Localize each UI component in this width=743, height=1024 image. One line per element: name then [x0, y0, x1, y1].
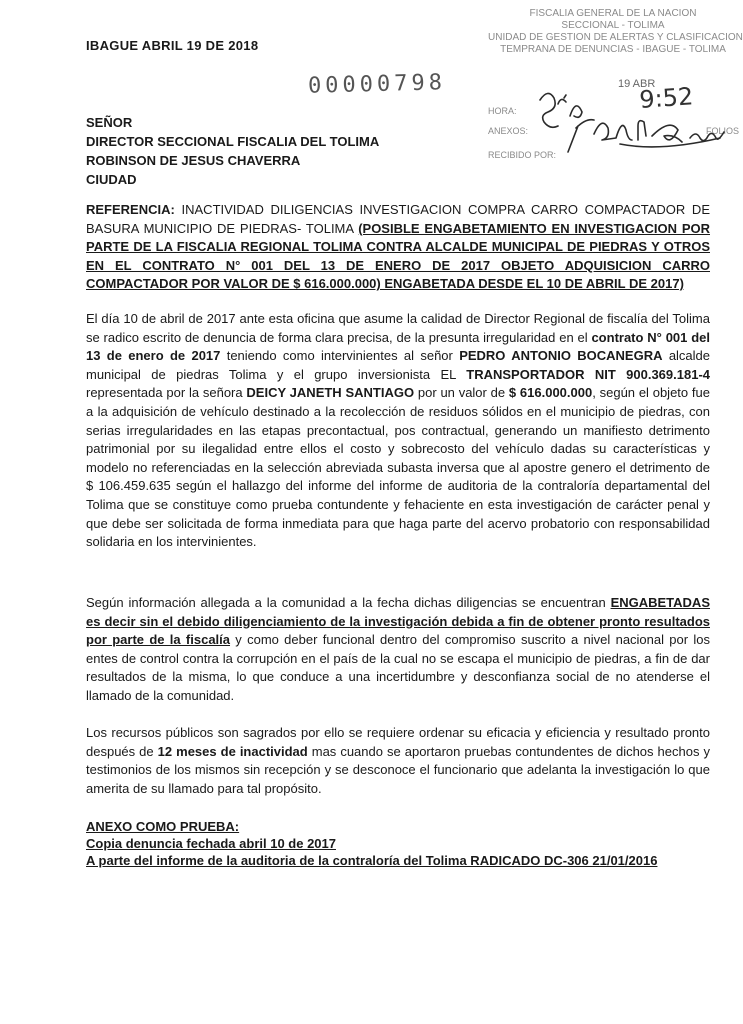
annex-block [86, 818, 657, 869]
contractor-name: TRANSPORTADOR NIT 900.369.181-4 [466, 366, 711, 382]
text-run: representada por la señora [86, 385, 247, 401]
addressee-line: ROBINSON DE JESUS CHAVERRA [86, 153, 301, 168]
annex-item: A parte del informe de la auditoria de la contraloría del Tolima RADICADO DC-306 21/01/2016 [86, 853, 658, 868]
stamp-hour: 9:52 [638, 82, 695, 114]
text-run: alcalde municipal de piedras Tolima y el grupo inversionista EL [86, 348, 711, 382]
engabetadas-emphasis: ENGABETADAS [610, 595, 710, 610]
inactivity-emphasis: 12 meses de inactividad [157, 743, 308, 759]
stamp-line: SECCIONAL - TOLIMA [561, 20, 665, 31]
stamp-field-folios: FOLIOS [706, 126, 740, 136]
body-paragraph-1 [86, 310, 710, 552]
text-run: El día 10 de abril de 2017 ante esta oficina que asume la calidad de Director Regional de fiscalía del Tolima se radico escrito de denuncia de forma clara precisa, de la presunta irregularidad en el [86, 311, 710, 345]
reference-block [86, 201, 710, 294]
stamp-line: UNIDAD DE GESTION DE ALERTAS Y CLASIFICACION [488, 32, 743, 43]
reference-emphasis: (POSIBLE ENGABETAMIENTO EN INVESTIGACION POR PARTE DE LA FISCALIA REGIONAL TOLIMA CONTRA ALCALDE MUNICIPAL DE PIEDRAS Y OTROS EN EL CONTRATO N° 001 DEL 13 DE ENERO DE 2017 OBJETO ADQUISICION CARRO COMPACTADOR POR VALOR DE $ 616.000.000) ENGABETADA DESDE EL 10 DE ABRIL DE 2017) [86, 220, 710, 291]
addressee-line: CIUDAD [86, 172, 137, 187]
text-run: , según el objeto fue a la adquisición de vehículo destinado a la recolección de residuos sólidos en el municipio de piedras, con serias irregularidades en las etapas precontactual, pos contractual, generando un manifiesto detrimento patrimonial por su ilegalidad entre ellos el costo y sobrecosto del vehículo dadas su características y modelo no referenciadas en la selección abreviada subasta inversa que al apostre genero el detrimento de $ 106.459.635 según el hallazgo del informe del informe de auditoria de la contraloría departamental del Tolima que se constituye como prueba contundente y fehaciente en esta investigación de carácter penal y que debe ser solicitada de forma inmediata para que haga parte del acervo probatorio con responsabilidad solidaria en los intervinientes. [86, 385, 710, 550]
mayor-name: PEDRO ANTONIO BOCANEGRA [459, 348, 663, 364]
annex-title: ANEXO COMO PRUEBA: [86, 819, 240, 834]
stamp-field-recibido: RECIBIDO POR: [488, 150, 557, 160]
body-paragraph-3 [86, 724, 710, 798]
text-run: y como deber funcional dentro del compromiso suscrito a nivel nacional por los entes de control contra la corrupción en el país de la cual no se escapa el municipio de piedras, a fin de dar resultados de la misma, lo que conduce a una incertidumbre y desconfianza social de no atenderse el llamado de la comunidad. [86, 632, 711, 703]
addressee-line: SEÑOR [86, 115, 133, 130]
filing-number: 00000798 [307, 70, 447, 99]
stamp-line: TEMPRANA DE DENUNCIAS - IBAGUE - TOLIMA [500, 44, 726, 55]
addressee-line: DIRECTOR SECCIONAL FISCALIA DEL TOLIMA [86, 134, 380, 149]
diligence-emphasis: es decir sin el debido diligenciamiento de la investigación debida a fin de obtener pronto resultados por parte de la fiscalía [86, 613, 710, 648]
text-run: Los recursos públicos son sagrados por ello se requiere ordenar su eficacia y eficiencia y resultado pronto después de [86, 725, 710, 759]
text-run: por un valor de [414, 385, 509, 401]
stamp-line: FISCALIA GENERAL DE LA NACION [529, 8, 697, 19]
stamp-field-hora: HORA: [488, 106, 517, 116]
annex-item: Copia denuncia fechada abril 10 de 2017 [86, 836, 336, 851]
body-paragraph-2 [86, 594, 710, 706]
letter-date: IBAGUE ABRIL 19 DE 2018 [86, 38, 259, 53]
reference-label: REFERENCIA: [86, 202, 175, 217]
stamp-date: 19 ABR [618, 78, 656, 90]
handwritten-signature [520, 80, 734, 172]
representative-name: DEICY JANETH SANTIAGO [246, 385, 415, 401]
addressee-block [86, 113, 379, 189]
text-run: mas cuando se aportaron pruebas contundentes de dichos hechos y testimonios de los mismos sin recepción y se desconoce el funcionario que adelanta la investigación lo que amerita de su llamado para tal propósito. [86, 743, 710, 796]
contract-reference: contrato N° 001 del 13 de enero de 2017 [86, 329, 710, 364]
text-run: teniendo como intervinientes al señor [220, 348, 460, 364]
contract-value: $ 616.000.000 [508, 385, 593, 401]
reference-text: INACTIVIDAD DILIGENCIAS INVESTIGACION COMPRA CARRO COMPACTADOR DE BASURA MUNICIPIO DE PIEDRAS- TOLIMA [86, 202, 710, 236]
stamp-field-anexos: ANEXOS: [488, 126, 529, 136]
text-run: Según información allegada a la comunidad a la fecha dichas diligencias se encuentran [86, 595, 611, 610]
